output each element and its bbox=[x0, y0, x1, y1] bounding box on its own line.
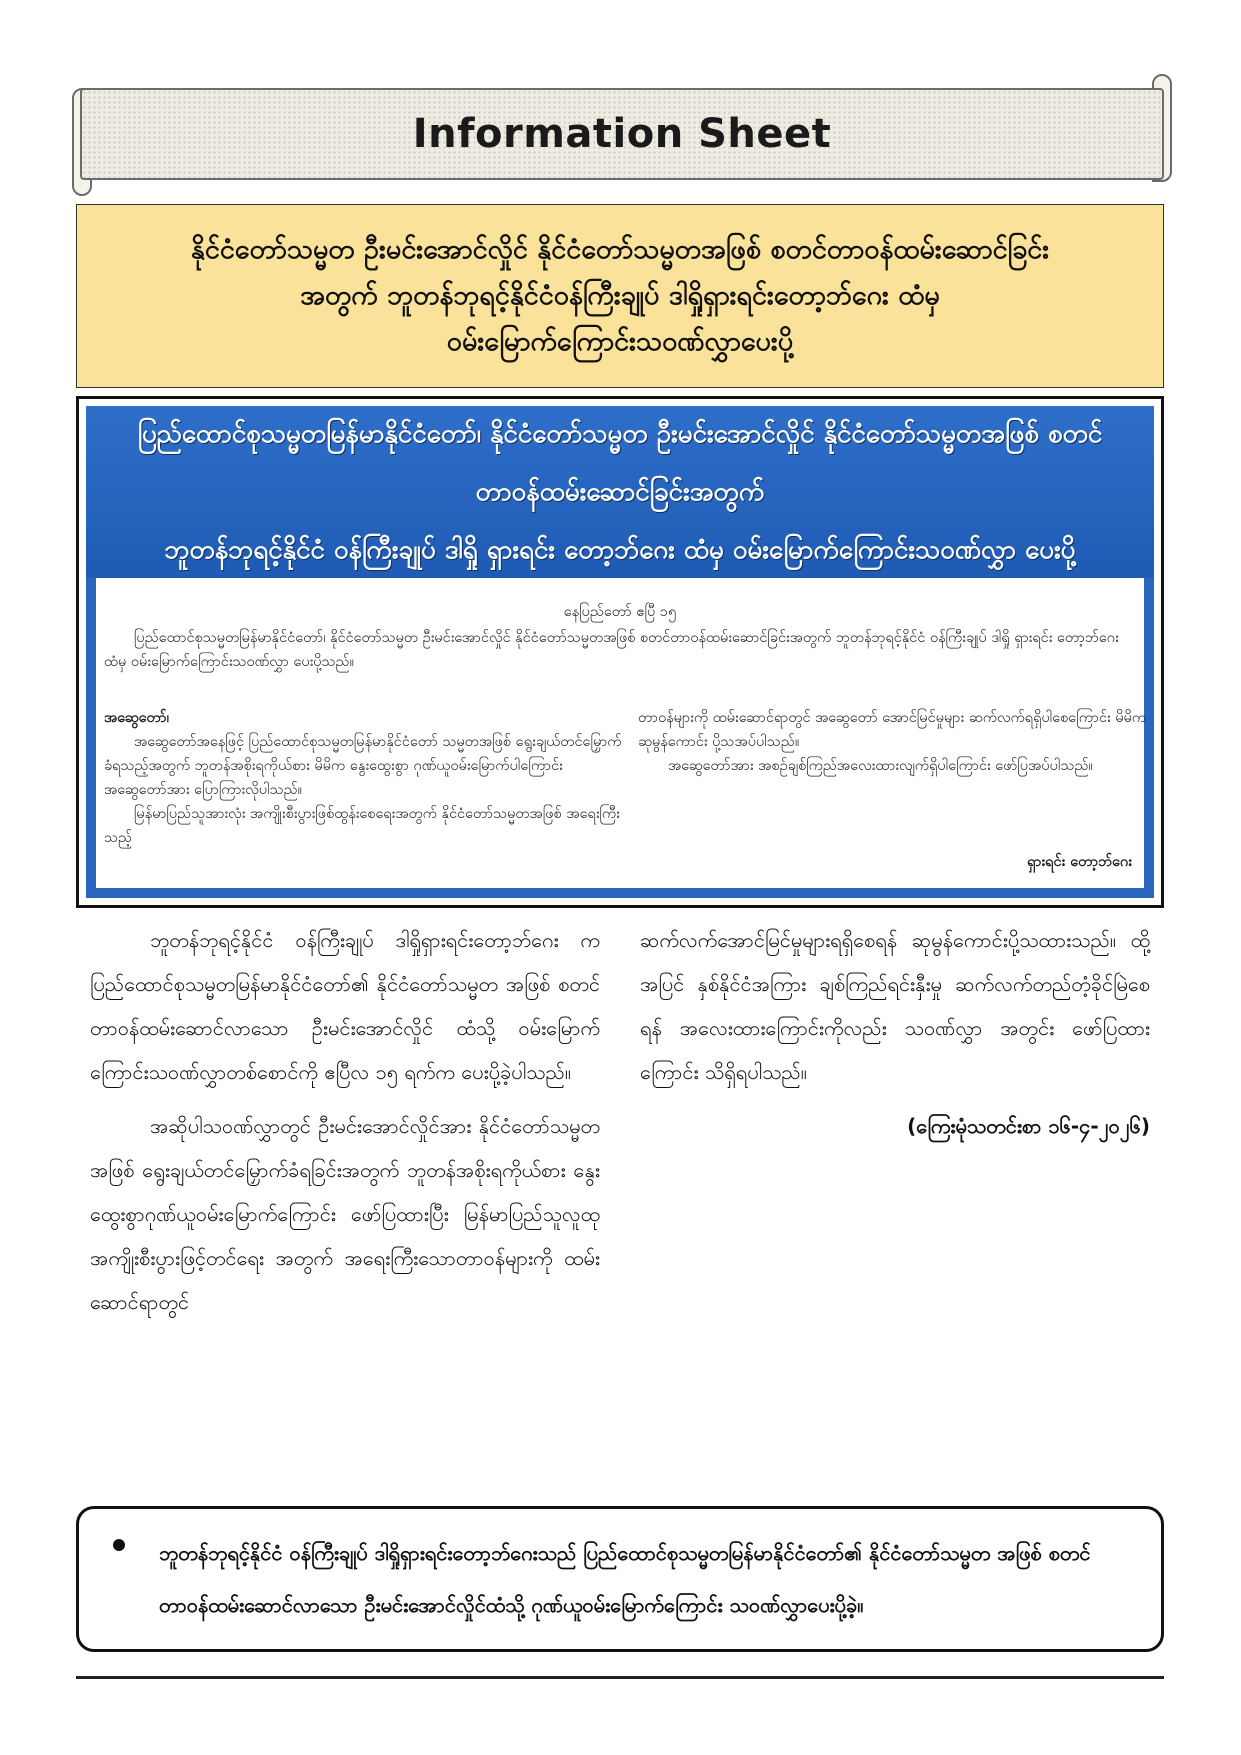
article-paragraph: ဘူတန်ဘုရင့်နိုင်ငံ ဝန်ကြီးချုပ် ဒါရှိုရှားရင်းတော့ဘ်ဂေး က ပြည်ထောင်စုသမ္မတမြန်မာနိုင်ငံတော်၏ နိုင်ငံတော်သမ္မတ အဖြစ် စတင်တာဝန်ထမ်းဆောင်လာသော ဦးမင်းအောင်လှိုင် ထံသို့ ဝမ်းမြောက်ကြောင်းသဝဏ်လွှာတစ်စောင်ကို ဧပြီလ ၁၅ ရက်က ပေးပို့ခဲ့ပါသည်။ bbox=[90, 928, 600, 1084]
clipping-dateline: နေပြည်တော် ဧပြီ ၁၅ bbox=[563, 604, 677, 620]
clipping-banner-line-1: ပြည်ထောင်စုသမ္မတမြန်မာနိုင်ငံတော်၊ နိုင်ငံတော်သမ္မတ ဦးမင်းအောင်လှိုင် နိုင်ငံတော်သမ္မတအဖြစ် စတင်တာဝန်ထမ်းဆောင်ခြင်းအတွက် bbox=[137, 419, 1103, 507]
title-banner bbox=[80, 88, 1164, 180]
bottom-divider bbox=[76, 1676, 1164, 1679]
clipping-paragraph: မြန်မာပြည်သူအားလုံး အကျိုးစီးပွားဖြစ်ထွန်းစေရေးအတွက် နိုင်ငံတော်သမ္မတအဖြစ် အရေးကြီးသည့် bbox=[104, 806, 620, 846]
clipping-paragraph: အဆွေတော်အား အစဉ်ချစ်ကြည်အလေးထားလျက်ရှိပါကြောင်း ဖော်ပြအပ်ပါသည်။ bbox=[668, 758, 1093, 774]
clipping-paragraph: တာဝန်များကို ထမ်းဆောင်ရာတွင် အဆွေတော် အောင်မြင်မှုများ ဆက်လက်ရရှိပါစေကြောင်း မိမိက ဆုမွန်ကောင်း ပို့သအပ်ပါသည်။ bbox=[638, 710, 1147, 750]
article-source: (ကြေးမုံသတင်းစာ ၁၆-၄-၂၀၂၆) bbox=[907, 1114, 1150, 1138]
clipping-banner-text bbox=[106, 405, 1134, 579]
clipping-salutation: အဆွေတော်၊ bbox=[104, 710, 169, 726]
article-paragraph: အဆိုပါသဝဏ်လွှာတွင် ဦးမင်းအောင်လှိုင်အား နိုင်ငံတော်သမ္မတအဖြစ် ရွေးချယ်တင်မြှောက်ခံရခြင်းအတွက် ဘူတန်အစိုးရကိုယ်စား နွေးထွေးစွာဂုဏ်ယူဝမ်းမြောက်ကြောင်း ဖော်ပြထားပြီး မြန်မာပြည်သူလူထုအကျိုးစီးပွားဖြင့်တင်ရေး အတွက် အရေးကြီးသောတာဝန်များကို ထမ်းဆောင်ရာတွင် bbox=[90, 1114, 600, 1314]
bullet-icon bbox=[113, 1539, 125, 1551]
clipping-lead: ပြည်ထောင်စုသမ္မတမြန်မာနိုင်ငံတော်၊ နိုင်ငံတော်သမ္မတ ဦးမင်းအောင်လှိုင် နိုင်ငံတော်သမ္မတအဖြစ် စတင်တာဝန်ထမ်းဆောင်ခြင်းအတွက် ဘူတန်ဘုရင့်နိုင်ငံ ဝန်ကြီးချုပ် ဒါရှို ရှားရင်း တော့ဘ်ဂေး ထံမှ ဝမ်းမြောက်ကြောင်းသဝဏ်လွှာ ပေးပို့သည်။ bbox=[104, 630, 1119, 670]
article-column-right bbox=[640, 918, 1150, 1158]
clipping-banner bbox=[86, 406, 1154, 578]
headline-line-2: အတွက် ဘူတန်ဘုရင့်နိုင်ငံဝန်ကြီးချုပ် ဒါရှိုရှားရင်းတော့ဘ်ဂေး ထံမှ bbox=[300, 280, 940, 311]
page-title: Information Sheet bbox=[412, 111, 832, 157]
clipping-column-left bbox=[104, 706, 624, 850]
clipping-column-right bbox=[638, 706, 1148, 778]
headline-text bbox=[191, 227, 1049, 365]
clipping-body bbox=[86, 578, 1154, 898]
summary-box bbox=[76, 1506, 1164, 1652]
headline-line-1: နိုင်ငံတော်သမ္မတ ဦးမင်းအောင်လှိုင် နိုင်ငံတော်သမ္မတအဖြစ် စတင်တာဝန်ထမ်းဆောင်ခြင်း bbox=[190, 234, 1050, 265]
article-paragraph: ဆက်လက်အောင်မြင်မှုများရရှိစေရန် ဆုမွန်ကောင်းပို့သထားသည်။ ထို့အပြင် နှစ်နိုင်ငံအကြား ချစ်ကြည်ရင်းနှီးမှု ဆက်လက်တည်တံ့ခိုင်မြဲစေရန် အလေးထားကြောင်းကိုလည်း သဝဏ်လွှာ အတွင်း ဖော်ပြထားကြောင်း သိရှိရပါသည်။ bbox=[640, 928, 1150, 1084]
headline-box bbox=[76, 204, 1164, 388]
article-column-left bbox=[90, 918, 600, 1334]
summary-text: ဘူတန်ဘုရင့်နိုင်ငံ ဝန်ကြီးချုပ် ဒါရှိုရှားရင်းတော့ဘ်ဂေးသည် ပြည်ထောင်စုသမ္မတမြန်မာနိုင်ငံတော်၏ နိုင်ငံတော်သမ္မတ အဖြစ် စတင်တာဝန်ထမ်းဆောင်လာသော ဦးမင်းအောင်လှိုင်ထံသို့ ဂုဏ်ယူဝမ်းမြောက်ကြောင်း သဝဏ်လွှာပေးပို့ခဲ့။ bbox=[159, 1541, 1091, 1617]
headline-line-3: ဝမ်းမြောက်ကြောင်းသဝဏ်လွှာပေးပို့ bbox=[446, 326, 794, 357]
clipping-banner-line-2: ဘူတန်ဘုရင့်နိုင်ငံ ဝန်ကြီးချုပ် ဒါရှို ရှားရင်း တော့ဘ်ဂေး ထံမှ ဝမ်းမြောက်ကြောင်းသဝဏ်လွှာ ပေးပို့ bbox=[164, 535, 1076, 565]
clipping-paragraph: အဆွေတော်အနေဖြင့် ပြည်ထောင်စုသမ္မတမြန်မာနိုင်ငံတော် သမ္မတအဖြစ် ရွေးချယ်တင်မြှောက်ခံရသည့်အတွက် ဘူတန်အစိုးရကိုယ်စား မိမိက နွေးထွေးစွာ ဂုဏ်ယူဝမ်းမြောက်ပါကြောင်း အဆွေတော်အား ပြောကြားလိုပါသည်။ bbox=[104, 734, 622, 798]
clipping-signature: ရှားရင်း တော့ဘ်ဂေး bbox=[1027, 854, 1132, 870]
